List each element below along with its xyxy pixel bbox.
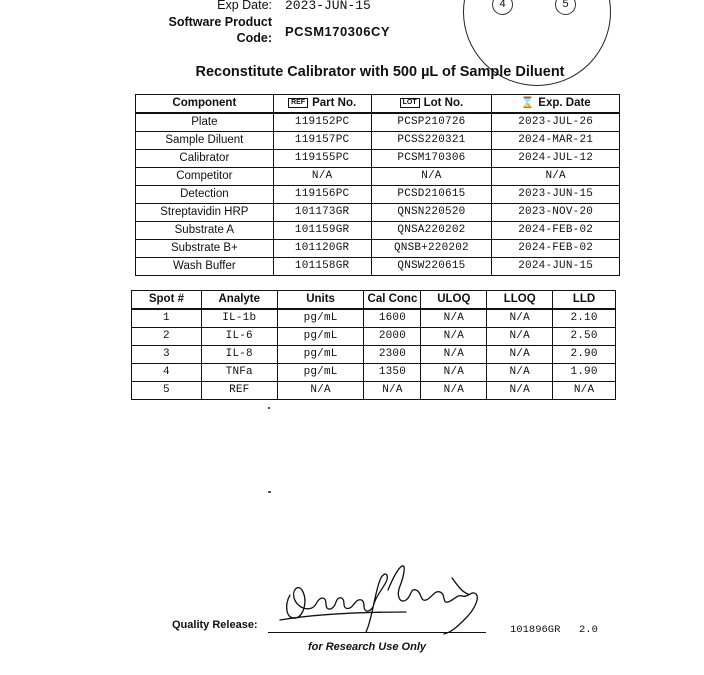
- spot-5-marker: 5: [555, 0, 576, 15]
- table-row: Detection 119156PC PCSD210615 2023-JUN-15: [136, 186, 620, 204]
- spot-4-marker: 4: [492, 0, 513, 15]
- table-row: 1 IL-1b pg/mL 1600 N/A N/A 2.10: [132, 309, 616, 328]
- table-row: 5 REF N/A N/A N/A N/A N/A: [132, 382, 616, 400]
- signature-line: [268, 632, 486, 633]
- table-row: 4 TNFa pg/mL 1350 N/A N/A 1.90: [132, 364, 616, 382]
- scan-speck: [268, 407, 270, 409]
- components-header-row: [136, 95, 620, 114]
- table-row: Sample Diluent 119157PC PCSS220321 2024-MAR-21: [136, 132, 620, 150]
- lloq-header: LLOQ: [487, 291, 553, 310]
- software-code-value: PCSM170306CY: [285, 24, 390, 39]
- exp-date-header: ⌛ Exp. Date: [492, 95, 620, 114]
- spot-number-header: Spot #: [132, 291, 202, 310]
- reconstitution-title: Reconstitute Calibrator with 500 µL of Sample Diluent: [195, 64, 565, 80]
- lld-header: LLD: [553, 291, 616, 310]
- lot-symbol-icon: LOT: [400, 98, 420, 108]
- document-version: 2.0: [579, 624, 598, 636]
- ref-symbol-icon: REF: [288, 98, 308, 108]
- part-no-header: REF Part No.: [273, 95, 371, 114]
- cal-conc-header: Cal Conc: [364, 291, 421, 310]
- spots-header-row: [132, 291, 616, 310]
- table-row: Competitor N/A N/A N/A: [136, 168, 620, 186]
- units-header: Units: [277, 291, 364, 310]
- spots-table: [131, 290, 616, 400]
- components-table: [135, 94, 620, 276]
- quality-release-label: Quality Release:: [172, 619, 258, 631]
- table-row: Calibrator 119155PC PCSM170306 2024-JUL-12: [136, 150, 620, 168]
- exp-date-value: 2023-JUN-15: [285, 0, 371, 13]
- component-header: Component: [136, 95, 274, 114]
- exp-date-label: Exp Date:: [217, 0, 272, 12]
- lot-no-header: LOT Lot No.: [371, 95, 492, 114]
- analyte-header: Analyte: [201, 291, 277, 310]
- table-row: Substrate B+ 101120GR QNSB+220202 2024-FEB-02: [136, 240, 620, 258]
- table-row: Plate 119152PC PCSP210726 2023-JUL-26: [136, 113, 620, 132]
- scan-speck: [268, 491, 271, 493]
- table-row: 2 IL-6 pg/mL 2000 N/A N/A 2.50: [132, 328, 616, 346]
- software-code-label-line2: Code:: [236, 31, 272, 45]
- table-row: 3 IL-8 pg/mL 2300 N/A N/A 2.90: [132, 346, 616, 364]
- document-code: 101896GR: [510, 624, 561, 636]
- signature-image: [276, 560, 496, 640]
- table-row: Wash Buffer 101158GR QNSW220615 2024-JUN-15: [136, 258, 620, 276]
- table-row: Streptavidin HRP 101173GR QNSN220520 2023-NOV-20: [136, 204, 620, 222]
- table-row: Substrate A 101159GR QNSA220202 2024-FEB-02: [136, 222, 620, 240]
- research-use-note: for Research Use Only: [308, 641, 426, 653]
- software-code-label-line1: Software Product: [168, 15, 272, 29]
- hourglass-icon: ⌛: [520, 97, 535, 109]
- uloq-header: ULOQ: [421, 291, 487, 310]
